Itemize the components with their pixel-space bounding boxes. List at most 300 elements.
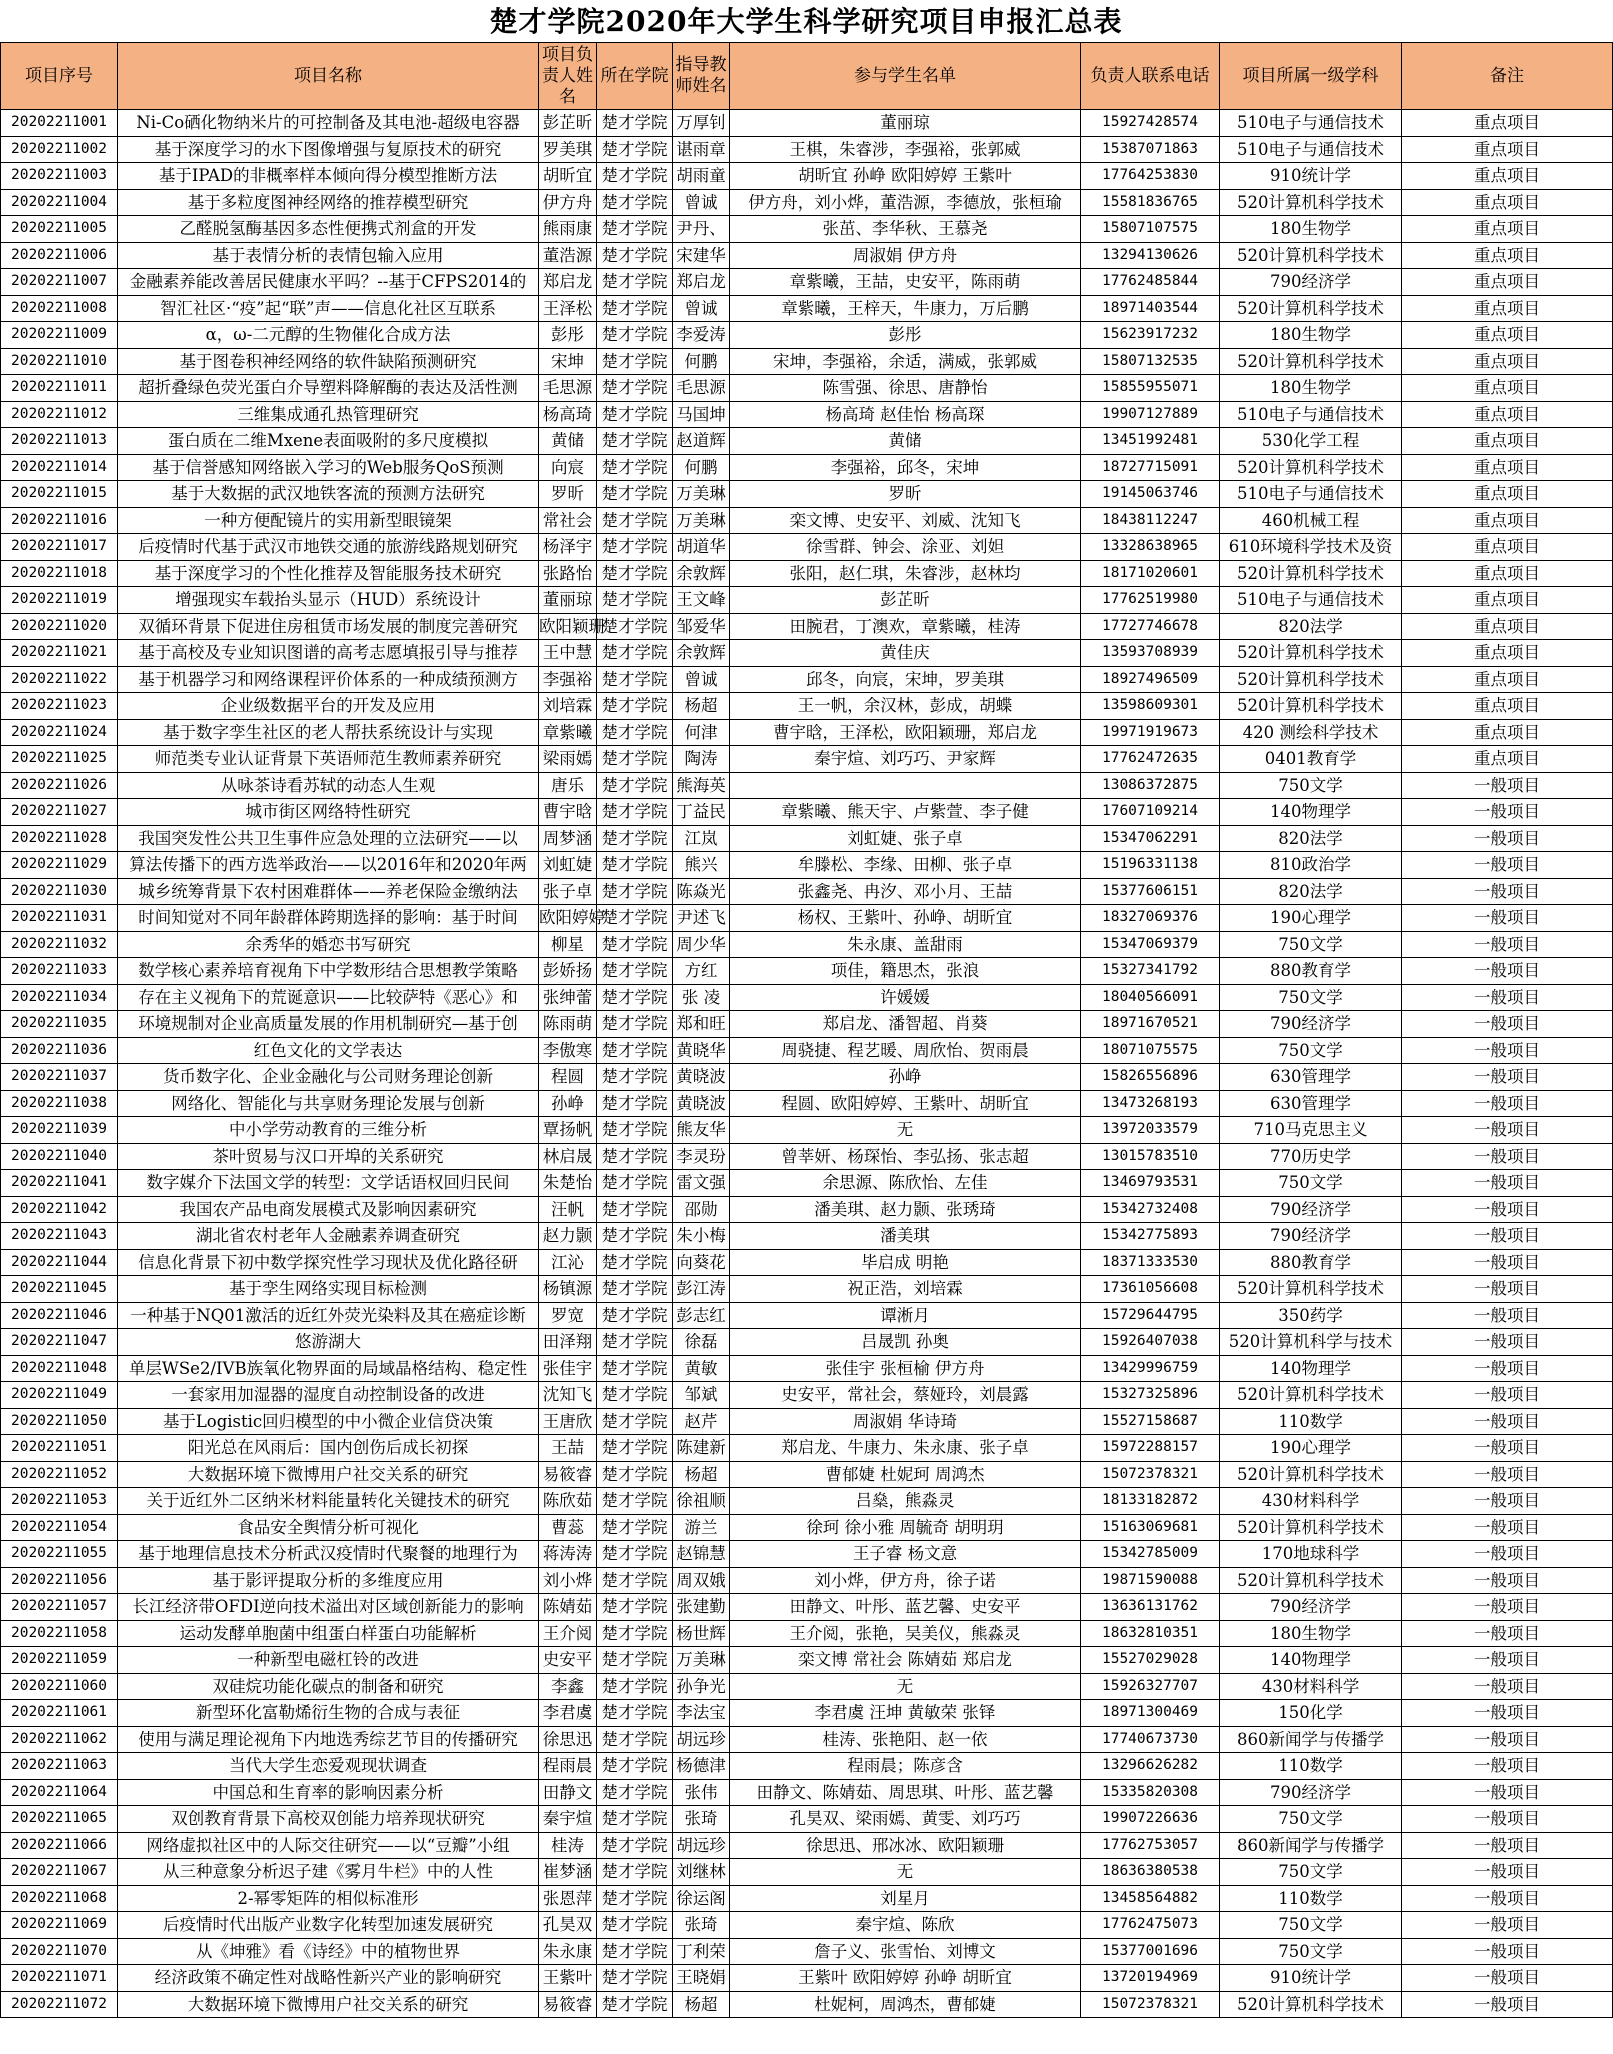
cell-advisor: 胡远珍 — [673, 1832, 730, 1859]
cell-discipline: 510电子与通信技术 — [1220, 587, 1402, 614]
cell-project-id: 20202211014 — [1, 454, 118, 481]
cell-project-id: 20202211052 — [1, 1461, 118, 1488]
cell-remark: 一般项目 — [1402, 1037, 1613, 1064]
cell-leader: 刘虹婕 — [539, 852, 597, 879]
cell-remark: 一般项目 — [1402, 1170, 1613, 1197]
cell-phone: 13598609301 — [1081, 693, 1220, 720]
cell-remark: 一般项目 — [1402, 1461, 1613, 1488]
cell-advisor: 徐运阁 — [673, 1885, 730, 1912]
cell-leader: 王喆 — [539, 1435, 597, 1462]
cell-members: 无 — [730, 1673, 1081, 1700]
cell-discipline: 770历史学 — [1220, 1143, 1402, 1170]
table-row — [1, 852, 1613, 879]
cell-members: 李强裕，邱冬，宋坤 — [730, 454, 1081, 481]
cell-members — [730, 772, 1081, 799]
cell-leader: 崔梦涵 — [539, 1859, 597, 1886]
cell-phone: 13972033579 — [1081, 1117, 1220, 1144]
table-row — [1, 1991, 1613, 2018]
cell-project-id: 20202211068 — [1, 1885, 118, 1912]
cell-phone: 15729644795 — [1081, 1302, 1220, 1329]
cell-leader: 王紫叶 — [539, 1965, 597, 1992]
table-row — [1, 1567, 1613, 1594]
cell-project-id: 20202211032 — [1, 931, 118, 958]
cell-college: 楚才学院 — [597, 587, 673, 614]
cell-project-name: 基于地理信息技术分析武汉疫情时代聚餐的地理行为 — [118, 1541, 539, 1568]
cell-advisor: 刘继林 — [673, 1859, 730, 1886]
cell-remark: 一般项目 — [1402, 1832, 1613, 1859]
cell-remark: 一般项目 — [1402, 852, 1613, 879]
cell-advisor: 余敦辉 — [673, 560, 730, 587]
cell-advisor: 万美琳 — [673, 481, 730, 508]
cell-project-name: 时间知觉对不同年龄群体跨期选择的影响：基于时间 — [118, 905, 539, 932]
cell-discipline: 520计算机科学技术 — [1220, 189, 1402, 216]
cell-remark: 重点项目 — [1402, 560, 1613, 587]
cell-advisor: 方红 — [673, 958, 730, 985]
cell-phone: 15623917232 — [1081, 322, 1220, 349]
cell-phone: 15807132535 — [1081, 348, 1220, 375]
cell-members: 杨权、王紫叶、孙峥、胡昕宜 — [730, 905, 1081, 932]
table-row — [1, 984, 1613, 1011]
cell-project-name: 从《坤雅》看《诗经》中的植物世界 — [118, 1938, 539, 1965]
cell-leader: 张路怡 — [539, 560, 597, 587]
cell-advisor: 孙争光 — [673, 1673, 730, 1700]
cell-discipline: 430材料科学 — [1220, 1673, 1402, 1700]
cell-college: 楚才学院 — [597, 1143, 673, 1170]
cell-project-name: 双硅烷功能化碳点的制备和研究 — [118, 1673, 539, 1700]
cell-advisor: 张琦 — [673, 1912, 730, 1939]
cell-remark: 一般项目 — [1402, 1117, 1613, 1144]
cell-members: 孔昊双、梁雨嫣、黄雯、刘巧巧 — [730, 1806, 1081, 1833]
table-row — [1, 242, 1613, 269]
cell-leader: 向宸 — [539, 454, 597, 481]
cell-leader: 沈知飞 — [539, 1382, 597, 1409]
cell-remark: 一般项目 — [1402, 1620, 1613, 1647]
cell-remark: 重点项目 — [1402, 348, 1613, 375]
cell-college: 楚才学院 — [597, 878, 673, 905]
cell-leader: 罗宽 — [539, 1302, 597, 1329]
cell-remark: 重点项目 — [1402, 322, 1613, 349]
cell-college: 楚才学院 — [597, 189, 673, 216]
cell-phone: 13636131762 — [1081, 1594, 1220, 1621]
table-row — [1, 1700, 1613, 1727]
cell-discipline: 520计算机科学技术 — [1220, 1461, 1402, 1488]
cell-members: 王紫叶 欧阳婷婷 孙峥 胡昕宜 — [730, 1965, 1081, 1992]
cell-discipline: 810政治学 — [1220, 852, 1402, 879]
cell-project-id: 20202211060 — [1, 1673, 118, 1700]
header-cell-phone: 负责人联系电话 — [1081, 43, 1220, 110]
cell-advisor: 朱小梅 — [673, 1223, 730, 1250]
cell-leader: 欧阳颖珊 — [539, 613, 597, 640]
cell-leader: 伊方舟 — [539, 189, 597, 216]
header-cell-leader: 项目负责人姓名 — [539, 43, 597, 110]
cell-phone: 15163069681 — [1081, 1514, 1220, 1541]
cell-project-name: 乙醛脱氢酶基因多态性便携式剂盒的开发 — [118, 216, 539, 243]
header-cell-advisor: 指导教师姓名 — [673, 43, 730, 110]
cell-discipline: 520计算机科学技术 — [1220, 640, 1402, 667]
cell-advisor: 尹述飞 — [673, 905, 730, 932]
cell-college: 楚才学院 — [597, 746, 673, 773]
cell-phone: 19971919673 — [1081, 719, 1220, 746]
cell-project-id: 20202211005 — [1, 216, 118, 243]
cell-advisor: 胡雨童 — [673, 163, 730, 190]
cell-phone: 13296626282 — [1081, 1753, 1220, 1780]
cell-members: 刘星月 — [730, 1885, 1081, 1912]
cell-project-id: 20202211009 — [1, 322, 118, 349]
cell-project-id: 20202211037 — [1, 1064, 118, 1091]
cell-project-name: 企业级数据平台的开发及应用 — [118, 693, 539, 720]
header-cell-college: 所在学院 — [597, 43, 673, 110]
table-row — [1, 666, 1613, 693]
table-row — [1, 1196, 1613, 1223]
cell-leader: 欧阳婷婷 — [539, 905, 597, 932]
cell-phone: 13429996759 — [1081, 1355, 1220, 1382]
cell-college: 楚才学院 — [597, 719, 673, 746]
table-row — [1, 216, 1613, 243]
cell-project-name: 数学核心素养培育视角下中学数形结合思想教学策略 — [118, 958, 539, 985]
cell-leader: 杨高琦 — [539, 401, 597, 428]
cell-project-id: 20202211062 — [1, 1726, 118, 1753]
cell-project-name: 一种基于NQ01激活的近红外荧光染料及其在癌症诊断 — [118, 1302, 539, 1329]
cell-remark: 一般项目 — [1402, 1938, 1613, 1965]
cell-discipline: 520计算机科学与技术 — [1220, 1329, 1402, 1356]
cell-discipline: 520计算机科学技术 — [1220, 560, 1402, 587]
table-row — [1, 958, 1613, 985]
cell-leader: 陈雨萌 — [539, 1011, 597, 1038]
table-row — [1, 375, 1613, 402]
cell-project-id: 20202211046 — [1, 1302, 118, 1329]
cell-members: 黄佳庆 — [730, 640, 1081, 667]
cell-project-name: 食品安全舆情分析可视化 — [118, 1514, 539, 1541]
cell-phone: 13328638965 — [1081, 534, 1220, 561]
cell-discipline: 430材料科学 — [1220, 1488, 1402, 1515]
cell-phone: 19907127889 — [1081, 401, 1220, 428]
cell-members: 彭彤 — [730, 322, 1081, 349]
cell-members: 田静文、叶彤、蓝艺馨、史安平 — [730, 1594, 1081, 1621]
cell-leader: 桂涛 — [539, 1832, 597, 1859]
cell-leader: 毛思源 — [539, 375, 597, 402]
cell-leader: 郑启龙 — [539, 269, 597, 296]
cell-leader: 易筱睿 — [539, 1991, 597, 2018]
cell-project-name: 基于高校及专业知识图谱的高考志愿填报引导与推荐 — [118, 640, 539, 667]
cell-discipline: 710马克思主义 — [1220, 1117, 1402, 1144]
cell-members: 王介阅，张艳，吴美仪，熊淼灵 — [730, 1620, 1081, 1647]
cell-college: 楚才学院 — [597, 560, 673, 587]
cell-college: 楚才学院 — [597, 322, 673, 349]
cell-leader: 江沁 — [539, 1249, 597, 1276]
table-row — [1, 1488, 1613, 1515]
cell-members: 黄储 — [730, 428, 1081, 455]
cell-project-name: 从三种意象分析迟子建《雾月牛栏》中的人性 — [118, 1859, 539, 1886]
cell-leader: 朱永康 — [539, 1938, 597, 1965]
cell-discipline: 750文学 — [1220, 931, 1402, 958]
cell-members: 罗昕 — [730, 481, 1081, 508]
cell-leader: 熊雨康 — [539, 216, 597, 243]
cell-remark: 一般项目 — [1402, 1753, 1613, 1780]
cell-leader: 周梦涵 — [539, 825, 597, 852]
cell-phone: 15581836765 — [1081, 189, 1220, 216]
cell-discipline: 520计算机科学技术 — [1220, 454, 1402, 481]
header-cell-project-id: 项目序号 — [1, 43, 118, 110]
cell-remark: 一般项目 — [1402, 905, 1613, 932]
cell-project-id: 20202211053 — [1, 1488, 118, 1515]
cell-discipline: 750文学 — [1220, 1806, 1402, 1833]
cell-remark: 一般项目 — [1402, 1965, 1613, 1992]
cell-college: 楚才学院 — [597, 1567, 673, 1594]
cell-project-name: 中国总和生育率的影响因素分析 — [118, 1779, 539, 1806]
cell-college: 楚才学院 — [597, 958, 673, 985]
cell-project-id: 20202211063 — [1, 1753, 118, 1780]
cell-remark: 重点项目 — [1402, 428, 1613, 455]
table-row — [1, 1859, 1613, 1886]
cell-phone: 15972288157 — [1081, 1435, 1220, 1462]
cell-leader: 刘小烨 — [539, 1567, 597, 1594]
cell-college: 楚才学院 — [597, 772, 673, 799]
table-row — [1, 640, 1613, 667]
cell-leader: 林启晟 — [539, 1143, 597, 1170]
cell-project-name: 中小学劳动教育的三维分析 — [118, 1117, 539, 1144]
cell-remark: 一般项目 — [1402, 878, 1613, 905]
cell-advisor: 杨超 — [673, 693, 730, 720]
cell-project-name: 城乡统筹背景下农村困难群体——养老保险金缴纳法 — [118, 878, 539, 905]
cell-project-id: 20202211016 — [1, 507, 118, 534]
cell-phone: 13473268193 — [1081, 1090, 1220, 1117]
cell-phone: 18133182872 — [1081, 1488, 1220, 1515]
cell-advisor: 陈建新 — [673, 1435, 730, 1462]
cell-remark: 一般项目 — [1402, 1302, 1613, 1329]
cell-college: 楚才学院 — [597, 428, 673, 455]
cell-members: 田腕君，丁澳欢，章紫曦，桂涛 — [730, 613, 1081, 640]
cell-members: 秦宇煊、陈欣 — [730, 1912, 1081, 1939]
cell-college: 楚才学院 — [597, 348, 673, 375]
header-cell-members: 参与学生名单 — [730, 43, 1081, 110]
cell-project-id: 20202211057 — [1, 1594, 118, 1621]
table-row — [1, 878, 1613, 905]
cell-advisor: 宋建华 — [673, 242, 730, 269]
cell-discipline: 520计算机科学技术 — [1220, 1276, 1402, 1303]
cell-members: 史安平，常社会，蔡娅玲，刘晨露 — [730, 1382, 1081, 1409]
cell-remark: 重点项目 — [1402, 110, 1613, 137]
cell-discipline: 790经济学 — [1220, 1779, 1402, 1806]
cell-remark: 一般项目 — [1402, 931, 1613, 958]
cell-advisor: 徐磊 — [673, 1329, 730, 1356]
cell-members: 邱冬，向宸，宋坤，罗美琪 — [730, 666, 1081, 693]
cell-remark: 重点项目 — [1402, 534, 1613, 561]
cell-advisor: 黄敏 — [673, 1355, 730, 1382]
cell-project-id: 20202211026 — [1, 772, 118, 799]
cell-phone: 15347069379 — [1081, 931, 1220, 958]
cell-leader: 梁雨嫣 — [539, 746, 597, 773]
cell-project-id: 20202211034 — [1, 984, 118, 1011]
cell-members: 潘美琪、赵力颢、张琇琦 — [730, 1196, 1081, 1223]
cell-discipline: 180生物学 — [1220, 216, 1402, 243]
cell-members: 曹郁婕 杜妮珂 周鸿杰 — [730, 1461, 1081, 1488]
cell-college: 楚才学院 — [597, 1753, 673, 1780]
cell-project-name: 基于IPAD的非概率样本倾向得分模型推断方法 — [118, 163, 539, 190]
cell-project-id: 20202211044 — [1, 1249, 118, 1276]
cell-leader: 李傲寒 — [539, 1037, 597, 1064]
cell-phone: 18071075575 — [1081, 1037, 1220, 1064]
cell-leader: 张绅蕾 — [539, 984, 597, 1011]
cell-phone: 17740673730 — [1081, 1726, 1220, 1753]
cell-leader: 罗美琪 — [539, 136, 597, 163]
cell-project-name: 运动发酵单胞菌中组蛋白样蛋白功能解析 — [118, 1620, 539, 1647]
cell-project-id: 20202211072 — [1, 1991, 118, 2018]
cell-remark: 一般项目 — [1402, 1355, 1613, 1382]
cell-college: 楚才学院 — [597, 1223, 673, 1250]
cell-members: 潘美琪 — [730, 1223, 1081, 1250]
cell-project-name: 基于多粒度图神经网络的推荐模型研究 — [118, 189, 539, 216]
table-row — [1, 1011, 1613, 1038]
cell-advisor: 曾诚 — [673, 666, 730, 693]
cell-phone: 18971403544 — [1081, 295, 1220, 322]
cell-project-name: 信息化背景下初中数学探究性学习现状及优化路径研 — [118, 1249, 539, 1276]
cell-project-name: 单层WSe2/IVB族氧化物界面的局域晶格结构、稳定性 — [118, 1355, 539, 1382]
cell-remark: 一般项目 — [1402, 1435, 1613, 1462]
cell-leader: 田静文 — [539, 1779, 597, 1806]
cell-project-name: 双循环背景下促进住房租赁市场发展的制度完善研究 — [118, 613, 539, 640]
cell-project-id: 20202211040 — [1, 1143, 118, 1170]
cell-remark: 一般项目 — [1402, 1594, 1613, 1621]
cell-remark: 一般项目 — [1402, 1885, 1613, 1912]
cell-project-name: 增强现实车载抬头显示（HUD）系统设计 — [118, 587, 539, 614]
cell-discipline: 790经济学 — [1220, 1223, 1402, 1250]
cell-members: 孙峥 — [730, 1064, 1081, 1091]
cell-members: 桂涛、张艳阳、赵一依 — [730, 1726, 1081, 1753]
cell-phone: 13720194969 — [1081, 1965, 1220, 1992]
cell-discipline: 140物理学 — [1220, 1647, 1402, 1674]
cell-advisor: 胡道华 — [673, 534, 730, 561]
cell-college: 楚才学院 — [597, 1435, 673, 1462]
cell-leader: 彭娇扬 — [539, 958, 597, 985]
cell-remark: 一般项目 — [1402, 1382, 1613, 1409]
cell-project-name: 一种新型电磁杠铃的改进 — [118, 1647, 539, 1674]
cell-members: 张阳，赵仁琪，朱睿涉，赵林均 — [730, 560, 1081, 587]
cell-college: 楚才学院 — [597, 1461, 673, 1488]
cell-leader: 罗昕 — [539, 481, 597, 508]
cell-phone: 17762472635 — [1081, 746, 1220, 773]
cell-leader: 李君虞 — [539, 1700, 597, 1727]
cell-members: 吕晟凯 孙奥 — [730, 1329, 1081, 1356]
cell-advisor: 杨德津 — [673, 1753, 730, 1780]
cell-project-name: 基于深度学习的水下图像增强与复原技术的研究 — [118, 136, 539, 163]
cell-advisor: 丁益民 — [673, 799, 730, 826]
cell-college: 楚才学院 — [597, 931, 673, 958]
cell-members: 吕燊，熊淼灵 — [730, 1488, 1081, 1515]
cell-discipline: 110数学 — [1220, 1408, 1402, 1435]
cell-discipline: 860新闻学与传播学 — [1220, 1726, 1402, 1753]
cell-remark: 一般项目 — [1402, 1064, 1613, 1091]
cell-project-id: 20202211004 — [1, 189, 118, 216]
table-row — [1, 322, 1613, 349]
cell-leader: 董浩源 — [539, 242, 597, 269]
cell-members: 刘虹婕、张子卓 — [730, 825, 1081, 852]
cell-discipline: 860新闻学与传播学 — [1220, 1832, 1402, 1859]
cell-project-id: 20202211012 — [1, 401, 118, 428]
cell-discipline: 520计算机科学技术 — [1220, 1514, 1402, 1541]
cell-advisor: 周双娥 — [673, 1567, 730, 1594]
cell-members: 周淑娟 伊方舟 — [730, 242, 1081, 269]
table-row — [1, 1832, 1613, 1859]
table-body — [1, 110, 1613, 2018]
cell-leader: 覃扬帆 — [539, 1117, 597, 1144]
cell-discipline: 420 测绘科学技术 — [1220, 719, 1402, 746]
cell-college: 楚才学院 — [597, 1408, 673, 1435]
cell-college: 楚才学院 — [597, 1382, 673, 1409]
cell-advisor: 马国坤 — [673, 401, 730, 428]
cell-project-id: 20202211006 — [1, 242, 118, 269]
cell-college: 楚才学院 — [597, 1037, 673, 1064]
cell-college: 楚才学院 — [597, 534, 673, 561]
cell-members: 谭淅月 — [730, 1302, 1081, 1329]
cell-phone: 15072378321 — [1081, 1461, 1220, 1488]
cell-college: 楚才学院 — [597, 1620, 673, 1647]
cell-project-name: 基于孪生网络实现目标检测 — [118, 1276, 539, 1303]
cell-college: 楚才学院 — [597, 375, 673, 402]
table-row — [1, 693, 1613, 720]
cell-college: 楚才学院 — [597, 269, 673, 296]
cell-phone: 15347062291 — [1081, 825, 1220, 852]
cell-members: 彭芷昕 — [730, 587, 1081, 614]
table-row — [1, 1726, 1613, 1753]
cell-project-id: 20202211003 — [1, 163, 118, 190]
cell-project-name: 新型环化富勒烯衍生物的合成与表征 — [118, 1700, 539, 1727]
header-cell-project-name: 项目名称 — [118, 43, 539, 110]
cell-remark: 一般项目 — [1402, 825, 1613, 852]
cell-discipline: 520计算机科学技术 — [1220, 1382, 1402, 1409]
cell-advisor: 李爱涛 — [673, 322, 730, 349]
cell-project-id: 20202211013 — [1, 428, 118, 455]
cell-advisor: 熊友华 — [673, 1117, 730, 1144]
cell-members: 朱永康、盖甜雨 — [730, 931, 1081, 958]
cell-project-name: 基于信誉感知网络嵌入学习的Web服务QoS预测 — [118, 454, 539, 481]
cell-project-id: 20202211067 — [1, 1859, 118, 1886]
cell-discipline: 790经济学 — [1220, 269, 1402, 296]
cell-project-name: 基于Logistic回归模型的中小微企业信贷决策 — [118, 1408, 539, 1435]
cell-project-name: 基于影评提取分析的多维度应用 — [118, 1567, 539, 1594]
cell-phone: 17762475073 — [1081, 1912, 1220, 1939]
cell-leader: 程雨晨 — [539, 1753, 597, 1780]
cell-phone: 18632810351 — [1081, 1620, 1220, 1647]
cell-advisor: 黄晓华 — [673, 1037, 730, 1064]
table-row — [1, 746, 1613, 773]
cell-college: 楚才学院 — [597, 242, 673, 269]
cell-discipline: 630管理学 — [1220, 1064, 1402, 1091]
cell-college: 楚才学院 — [597, 1011, 673, 1038]
cell-discipline: 630管理学 — [1220, 1090, 1402, 1117]
cell-college: 楚才学院 — [597, 905, 673, 932]
cell-discipline: 880教育学 — [1220, 1249, 1402, 1276]
cell-leader: 王唐欣 — [539, 1408, 597, 1435]
cell-advisor: 张建勤 — [673, 1594, 730, 1621]
cell-project-name: 后疫情时代出版产业数字化转型加速发展研究 — [118, 1912, 539, 1939]
cell-project-name: 货币数字化、企业金融化与公司财务理论创新 — [118, 1064, 539, 1091]
cell-advisor: 丁利荣 — [673, 1938, 730, 1965]
cell-discipline: 750文学 — [1220, 772, 1402, 799]
cell-remark: 一般项目 — [1402, 1673, 1613, 1700]
cell-remark: 一般项目 — [1402, 1090, 1613, 1117]
cell-advisor: 胡远珍 — [673, 1726, 730, 1753]
cell-leader: 孙峥 — [539, 1090, 597, 1117]
cell-project-id: 20202211035 — [1, 1011, 118, 1038]
cell-college: 楚才学院 — [597, 1991, 673, 2018]
cell-college: 楚才学院 — [597, 1249, 673, 1276]
cell-remark: 重点项目 — [1402, 454, 1613, 481]
cell-remark: 重点项目 — [1402, 719, 1613, 746]
cell-advisor: 徐祖顺 — [673, 1488, 730, 1515]
cell-discipline: 520计算机科学技术 — [1220, 693, 1402, 720]
table-row — [1, 1117, 1613, 1144]
cell-advisor: 郑和旺 — [673, 1011, 730, 1038]
